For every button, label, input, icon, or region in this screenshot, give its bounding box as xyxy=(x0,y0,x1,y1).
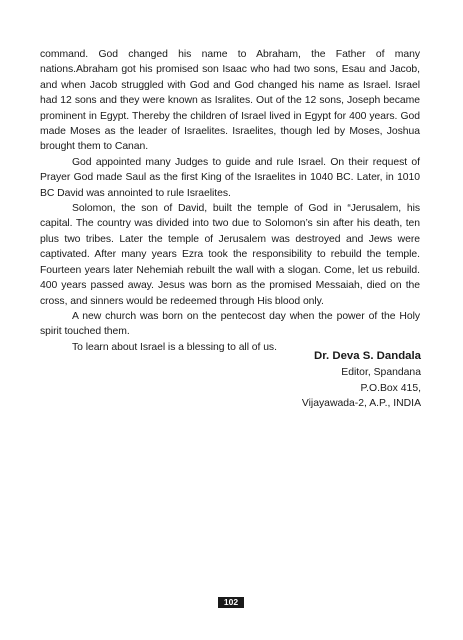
paragraph-1: command. God changed his name to Abraham, the Father of many nations.Abraham got his promised son Isaac who had two sons, Esau and Jacob, and when Jacob struggled with God and God changed his name as Israel. Israel had 12 sons and they were known as Isralites. Out of the 12 sons, Joseph became prominent in Egypt. Thereby the children of Israel lived in Egypt for 400 years. God made Moses as the leader of Israelites. Israelites, though led by Moses, Joshua brought them to Canan. xyxy=(40,49,420,153)
author-name: Dr. Deva S. Dandala xyxy=(314,350,421,362)
paragraph-4: A new church was born on the pentecost day when the power of the Holy spirit touched them. xyxy=(40,310,420,338)
page-number: 102 xyxy=(218,597,244,608)
author-po-box: P.O.Box 415, xyxy=(360,382,421,394)
signature-block xyxy=(302,348,421,412)
article-body xyxy=(40,47,420,355)
paragraph-2: God appointed many Judges to guide and rule Israel. On their request of Prayer God made Saul as the first King of the Israelites in 1040 BC. Later, in 1010 BC David was annointed to rule Israelites. xyxy=(40,156,420,199)
author-address: Vijayawada-2, A.P., INDIA xyxy=(301,398,421,409)
paragraph-3: Solomon, the son of David, built the temple of God in “Jerusalem, his capital. The country was divided into two due to Solomon’s sin after his death, ten plus two tribes. Later the temple of Jerusalem was destroyed and Jews were captivated. After many years Ezra took the responsibility to rebuild the temple. Fourteen years later Nehemiah rebuilt the wall with a slogan. Come, let us rebuild. 400 years passed away. Jesus was born as the promised Messaiah, died on the cross, and sinners would be redeemed through His blood only. xyxy=(40,203,420,307)
author-title: Editor, Spandana xyxy=(341,367,421,378)
paragraph-5: To learn about Israel is a blessing to all of us. xyxy=(72,341,277,353)
